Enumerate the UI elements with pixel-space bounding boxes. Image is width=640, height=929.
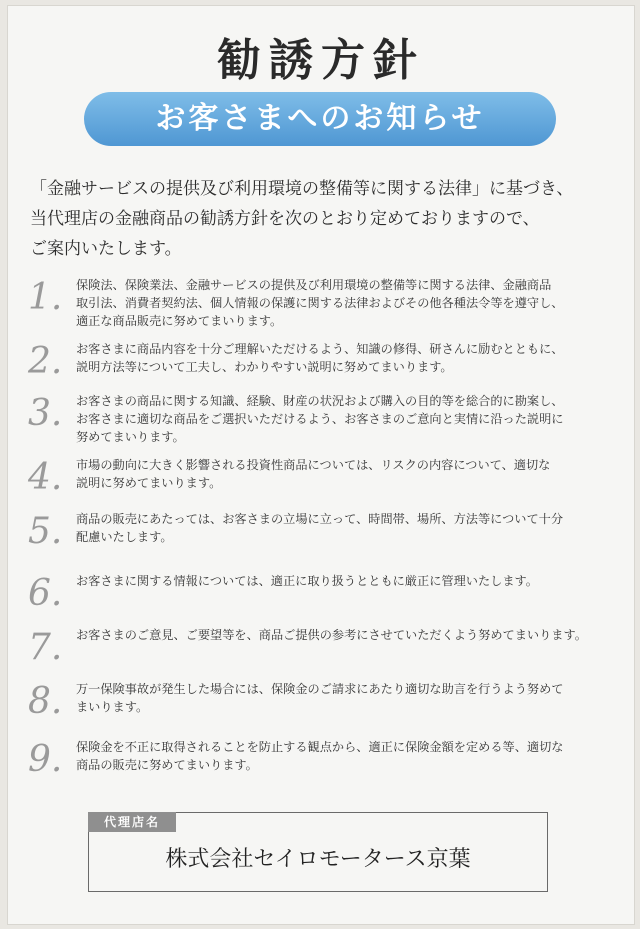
policy-text: [76, 680, 616, 716]
policy-text: [76, 572, 616, 590]
policy-number: 3.: [28, 393, 63, 434]
intro-line: ご案内いたします。: [30, 239, 182, 259]
page-title: 勧誘方針: [217, 35, 425, 86]
policy-text: [76, 392, 616, 446]
agency-name: 株式会社セイロモータース京葉: [165, 847, 471, 872]
notice-banner: お客さまへのお知らせ: [84, 92, 556, 146]
intro-paragraph: [30, 174, 620, 264]
policy-text-line: お客さまのご意見、ご要望等を、商品ご提供の参考にさせていただくよう努めてまいります。: [76, 628, 587, 642]
intro-line: 「金融サービスの提供及び利用環境の整備等に関する法律」に基づき、: [30, 179, 574, 199]
policy-number: 2.: [28, 341, 63, 382]
policy-number: 8.: [28, 681, 63, 722]
policy-text-line: 商品の販売にあたっては、お客さまの立場に立って、時間帯、場所、方法等について十分: [76, 512, 564, 526]
policy-text-line: 説明方法等について工夫し、わかりやすい説明に努めてまいります。: [76, 360, 453, 374]
policy-text-line: 適正な商品販売に努めてまいります。: [76, 314, 283, 328]
policy-text: [76, 738, 616, 774]
policy-number: 4.: [28, 457, 63, 498]
policy-number: 5.: [28, 511, 63, 552]
policy-text-line: 市場の動向に大きく影響される投資性商品については、リスクの内容について、適切な: [76, 458, 551, 472]
policy-text: [76, 626, 616, 644]
policy-text: [76, 276, 616, 330]
policy-text-line: まいります。: [76, 700, 149, 714]
policy-text-line: 商品の販売に努めてまいります。: [76, 758, 258, 772]
policy-text-line: お客さまの商品に関する知識、経験、財産の状況および購入の目的等を総合的に勘案し、: [76, 394, 564, 408]
policy-text-line: 取引法、消費者契約法、個人情報の保護に関する法律およびその他各種法令等を遵守し、: [76, 296, 564, 310]
policy-text: [76, 510, 616, 546]
policy-number: 9.: [28, 739, 63, 780]
policy-number: 7.: [28, 627, 63, 668]
intro-line: 当代理店の金融商品の勧誘方針を次のとおり定めておりますので、: [30, 209, 540, 229]
policy-text: [76, 340, 616, 376]
agency-label: 代理店名: [88, 812, 176, 832]
policy-text-line: 努めてまいります。: [76, 430, 185, 444]
policy-text-line: 保険法、保険業法、金融サービスの提供及び利用環境の整備等に関する法律、金融商品: [76, 278, 552, 292]
policy-number: 1.: [28, 277, 63, 318]
policy-text-line: 保険金を不正に取得されることを防止する観点から、適正に保険金額を定める等、適切な: [76, 740, 564, 754]
policy-text-line: お客さまに関する情報については、適正に取り扱うとともに厳正に管理いたします。: [76, 574, 538, 588]
notice-sheet: [8, 6, 634, 924]
policy-text: [76, 456, 616, 492]
policy-text-line: 万一保険事故が発生した場合には、保険金のご請求にあたり適切な助言を行うよう努めて: [76, 682, 564, 696]
policy-text-line: 説明に努めてまいります。: [76, 476, 222, 490]
policy-text-line: お客さまに適切な商品をご選択いただけるよう、お客さまのご意向と実情に沿った説明に: [76, 412, 564, 426]
policy-text-line: 配慮いたします。: [76, 530, 173, 544]
policy-number: 6.: [28, 573, 63, 614]
policy-text-line: お客さまに商品内容を十分ご理解いただけるよう、知識の修得、研さんに励むとともに、: [76, 342, 564, 356]
